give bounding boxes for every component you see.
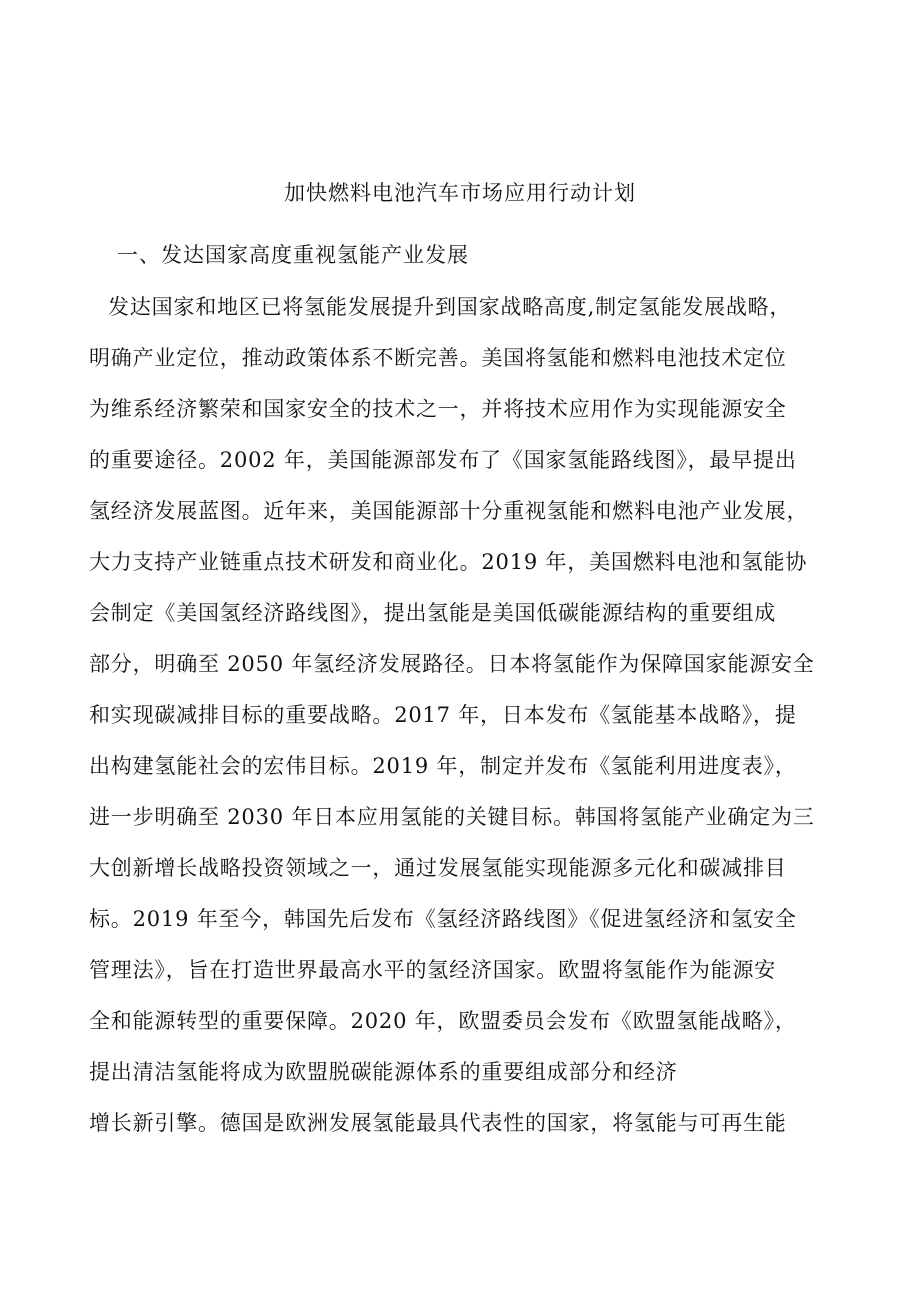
paragraph-line-7: 会制定《美国氢经济路线图》，提出氢能是美国低碳能源结构的重要组成	[89, 601, 777, 625]
paragraph-line-11: 进一步明确至 2030 年日本应用氢能的关键目标。韩国将氢能产业确定为三	[89, 805, 815, 829]
paragraph-line-3: 为维系经济繁荣和国家安全的技术之一，并将技术应用作为实现能源安全	[89, 397, 787, 421]
document-title: 加快燃料电池汽车市场应用行动计划	[284, 181, 636, 205]
paragraph-line-17: 增长新引擎。德国是欧洲发展氢能最具代表性的国家，将氢能与可再生能	[89, 1111, 787, 1135]
section-heading: 一、发达国家高度重视氢能产业发展	[117, 243, 469, 267]
paragraph-line-4: 的重要途径。2002 年，美国能源部发布了《国家氢能路线图》，最早提出	[89, 448, 797, 472]
paragraph-line-5: 氢经济发展蓝图。近年来，美国能源部十分重视氢能和燃料电池产业发展，	[89, 499, 809, 523]
paragraph-line-16: 提出清洁氢能将成为欧盟脱碳能源体系的重要组成部分和经济	[89, 1060, 678, 1084]
paragraph-line-9: 和实现碳减排目标的重要战略。2017 年，日本发布《氢能基本战略》，提	[89, 703, 797, 727]
paragraph-line-10: 出构建氢能社会的宏伟目标。2019 年，制定并发布《氢能利用进度表》，	[89, 754, 797, 778]
paragraph-line-13: 标。2019 年至今，韩国先后发布《氢经济路线图》《促进氢经济和氢安全	[89, 907, 797, 931]
paragraph-line-12: 大创新增长战略投资领域之一，通过发展氢能实现能源多元化和碳减排目	[89, 856, 787, 880]
paragraph-line-1: 发达国家和地区已将氢能发展提升到国家战略高度,制定氢能发展战略，	[108, 295, 792, 319]
paragraph-line-14: 管理法》，旨在打造世界最高水平的氢经济国家。欧盟将氢能作为能源安	[89, 958, 777, 982]
paragraph-line-2: 明确产业定位，推动政策体系不断完善。美国将氢能和燃料电池技术定位	[89, 346, 787, 370]
paragraph-line-6: 大力支持产业链重点技术研发和商业化。2019 年，美国燃料电池和氢能协	[89, 550, 808, 574]
paragraph-line-8: 部分，明确至 2050 年氢经济发展路径。日本将氢能作为保障国家能源安全	[89, 652, 815, 676]
paragraph-line-15: 全和能源转型的重要保障。2020 年，欧盟委员会发布《欧盟氢能战略》，	[89, 1009, 797, 1033]
